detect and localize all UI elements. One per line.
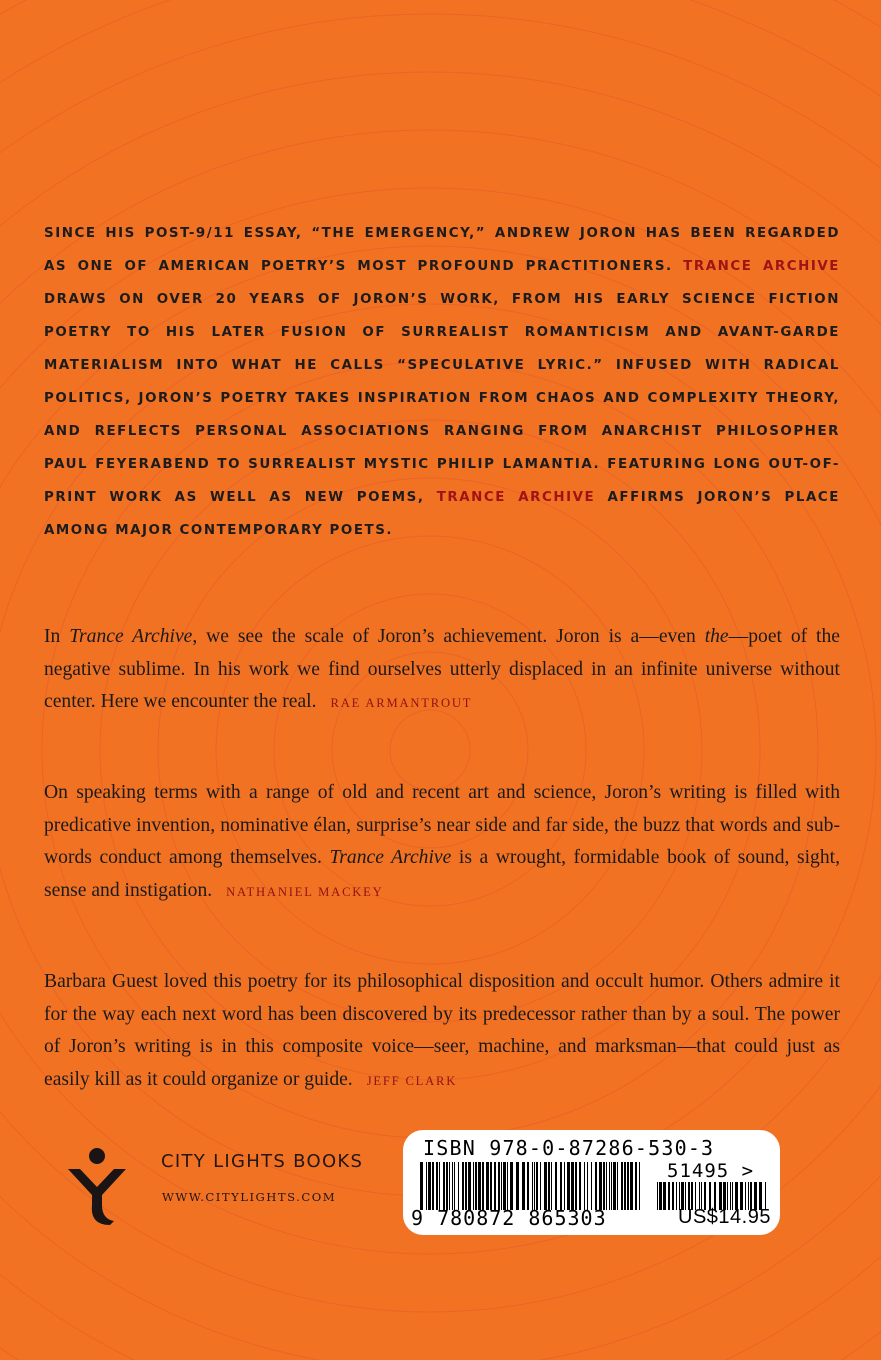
quote-title: Trance Archive [69,626,193,647]
barcode-bar [473,1162,474,1210]
barcode-bar [579,1162,581,1210]
barcode-bar [663,1182,666,1210]
barcode-bar [657,1182,658,1210]
barcode-bar [548,1162,550,1210]
blurb-quote-mackey [44,777,840,908]
city-lights-figure-icon [64,1147,128,1225]
quote-text: , we see the scale of Joron’s achievement. Joron is a—even [192,626,705,647]
barcode-bar [639,1162,640,1210]
barcode-bar [624,1162,626,1210]
barcode-bar [591,1162,592,1210]
publisher-name: CITY LIGHTS BOOKS [161,1151,364,1172]
description-text-1: SINCE HIS POST-9/11 ESSAY, “THE EMERGENCY,” ANDREW JORON HAS BEEN REGARDED AS ONE OF AMERICAN POETRY’S MOST PROFOUND PRACTITIONERS. [44,226,840,274]
barcode-bar [443,1162,445,1210]
blurb-quote-clark [44,966,840,1097]
barcode-bar [603,1162,605,1210]
quote-text: In [44,626,70,647]
book-title-highlight: TRANCE ARCHIVE [436,490,596,505]
barcode-bar [501,1162,502,1210]
quote-emphasis: the [704,626,729,647]
barcode-bar [536,1162,538,1210]
barcode-bar [475,1162,477,1210]
price-label: US$14.95 [678,1206,771,1228]
barcode-bar [494,1162,496,1210]
quote-author: NATHANIEL MACKEY [226,884,384,899]
barcode-bar [534,1162,535,1210]
barcode-bar [555,1162,557,1210]
barcode-bar [452,1162,453,1210]
barcode-bar [575,1162,577,1210]
description-text-3: AFFIRMS JORON’S PLACE AMONG MAJOR CONTEMPORARY POETS. [44,490,840,538]
barcode-bar [659,1182,662,1210]
quote-text: —poet of the negative sublime. In his work we find ourselves utterly displaced in an infinite universe without center. Here we encounter the real. [44,626,840,712]
barcode-bar [498,1162,500,1210]
barcode-bar [617,1162,618,1210]
quote-text: is a wrought, formidable book of sound, sight, sense and instigation. [44,847,840,901]
barcode-bar [507,1162,508,1210]
price-addon-code: 51495 > [667,1160,755,1182]
barcode-bar [490,1162,492,1210]
barcode-bar [482,1162,484,1210]
barcode-bar [595,1162,597,1210]
barcode-bar [468,1162,471,1210]
barcode-bar [432,1162,434,1210]
barcode-bar [621,1162,623,1210]
barcode-bar [426,1162,427,1210]
description-text-2: DRAWS ON OVER 20 YEARS OF JORON’S WORK, FROM HIS EARLY SCIENCE FICTION POETRY TO HIS LATER FUSION OF SURREALIST ROMANTICISM AND AVANT-GARDE MATERIALISM INTO WHAT HE CALLS “SPECULATIVE LYRIC.” INFUSED WITH RADICAL POLITICS, JORON’S POETRY TAKES INSPIRATION FROM CHAOS AND COMPLEXITY THEORY, AND REFLECTS PERSONAL ASSOCIATIONS RANGING FROM ANARCHIST PHILOSOPHER PAUL FEYERABEND TO SURREALIST MYSTIC PHILIP LAMANTIA. FEATURING LONG OUT-OF-PRINT WORK AS WELL AS NEW POEMS, [44,292,840,505]
barcode-bar [599,1162,602,1210]
barcode-bar [462,1162,464,1210]
barcode-bar [567,1162,570,1210]
barcode-bar [522,1162,525,1210]
barcode-bar [668,1182,670,1210]
barcode-bar [584,1162,585,1210]
barcode-bar [613,1162,616,1210]
barcode-bar [428,1162,431,1210]
barcode-bar [503,1162,506,1210]
barcode-bar [609,1162,610,1210]
barcode-bar [465,1162,467,1210]
book-title-highlight: TRANCE ARCHIVE [683,259,840,274]
barcode-bar [510,1162,513,1210]
barcode-bar [672,1182,674,1210]
barcode-bar [627,1162,629,1210]
barcode-bar [516,1162,519,1210]
barcode-bar [606,1162,607,1210]
isbn-number: ISBN 978-0-87286-530-3 [423,1136,715,1160]
background-ring [158,478,705,1022]
ean-digits: 9 780872 865303 [411,1206,607,1230]
barcode-bar [540,1162,541,1210]
barcode-bar [527,1162,529,1210]
barcode-bar [532,1162,533,1210]
barcode-bar [571,1162,574,1210]
barcode-bar [449,1162,450,1210]
barcode-bar [454,1162,455,1210]
quote-text: Barbara Guest loved this poetry for its philosophical disposition and occult humor. Others admire it for the way each next word has been discovered by its predecessor rather than by a soul. The power of Joron’s writing is in this composite voice—seer, machine, and marksman—that could just as easily kill as it could organize or guide. [44,971,840,1090]
blurb-quote-armantrout [44,621,840,720]
book-description [44,217,840,547]
quote-title: Trance Archive [329,847,452,868]
barcode-bar [458,1162,459,1210]
barcode-bar [611,1162,612,1210]
barcode-bar [630,1162,633,1210]
barcode-bar [551,1162,552,1210]
barcode-bar [560,1162,562,1210]
barcode-bar [587,1162,588,1210]
barcode-bar [564,1162,565,1210]
barcode-bar [439,1162,440,1210]
barcode-label [403,1130,780,1235]
quote-text: On speaking terms with a range of old and recent art and science, Joron’s writing is filled with predicative invention, nominative élan, surprise’s near side and far side, the buzz that words and sub-words conduct among themselves. [44,782,840,868]
barcode-bar [635,1162,637,1210]
barcode-bar [420,1162,423,1210]
publisher-website: WWW.CITYLIGHTS.COM [162,1190,337,1204]
barcode-bar [676,1182,677,1210]
barcode-bar [446,1162,448,1210]
barcode-bar [544,1162,547,1210]
quote-author: JEFF CLARK [366,1073,458,1088]
barcode-bar [478,1162,481,1210]
barcode-bar [436,1162,438,1210]
quote-author: RAE ARMANTROUT [330,696,473,710]
ean-barcode [420,1162,644,1210]
barcode-bar [486,1162,489,1210]
